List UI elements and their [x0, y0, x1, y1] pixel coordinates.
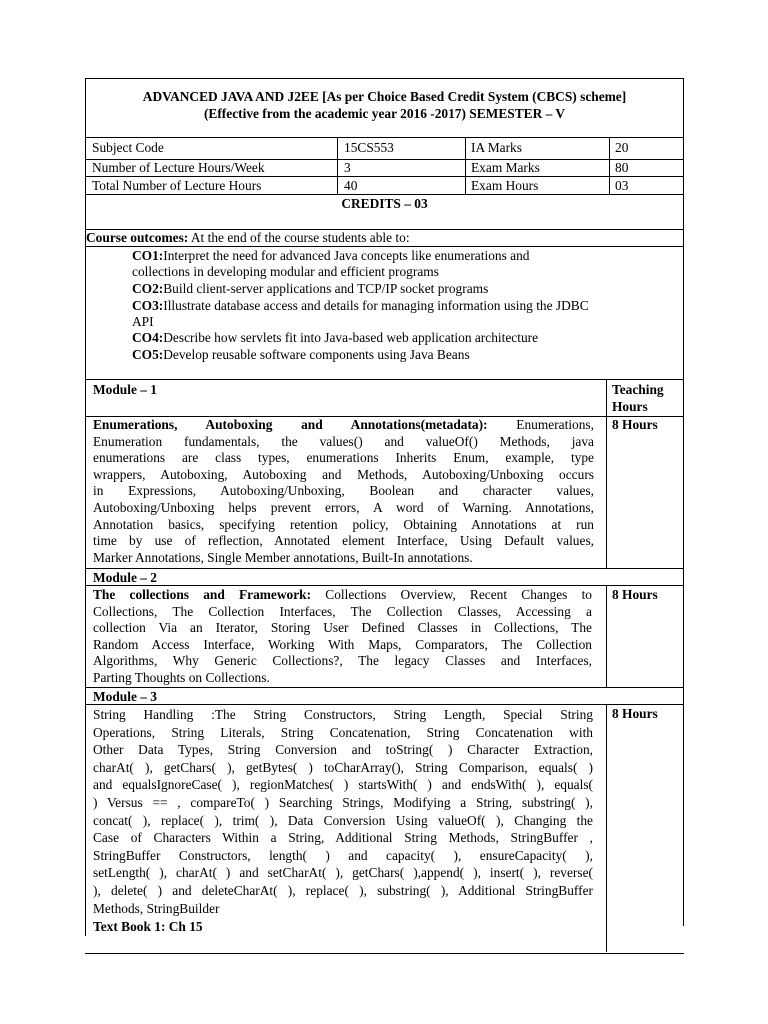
module-2-line: Algorithms, Why Generic Collections?, The legacy Classes and Interfaces,: [93, 653, 592, 669]
module-3-hours: 8 Hours: [612, 706, 658, 721]
exam-hours-label: Exam Hours: [471, 178, 539, 193]
module-1-line: Autoboxing/Unboxing helps prevent errors, A word of Warning. Annotations,: [93, 499, 594, 515]
co4-text: Describe how servlets fit into Java-based web application architecture: [163, 330, 539, 345]
exam-marks-label: Exam Marks: [471, 160, 540, 175]
module-1-line: time by use of reflection, Annotated element Interface, Using Default values,: [93, 533, 594, 549]
co5-text: Develop reusable software components using Java Beans: [163, 347, 470, 362]
co1: [132, 248, 529, 264]
co3-code: CO3:: [132, 298, 164, 313]
co2-code: CO2:: [132, 281, 164, 296]
credits: CREDITS – 03: [341, 196, 428, 211]
ia-marks-label: IA Marks: [471, 140, 522, 155]
module-3-line: and equalsIgnoreCase( ), regionMatches( ) startsWith( ) and endsWith( ), equals(: [93, 777, 593, 793]
module-2-line: Collections, The Collection Interfaces, The Collection Classes, Accessing a: [93, 603, 592, 619]
co1-cont: collections in developing modular and efficient programs: [132, 264, 439, 279]
document-subtitle: (Effective from the academic year 2016 -2017) SEMESTER – V: [203, 106, 566, 121]
co4-code: CO4:: [132, 330, 164, 345]
module-3-textbook: Text Book 1: Ch 15: [93, 919, 203, 934]
total-lecture-hours-label: Total Number of Lecture Hours: [92, 178, 262, 193]
module-1-line: Enumerations,: [487, 417, 594, 432]
co3: [132, 298, 589, 314]
module-3-line: ), delete( ) and deleteCharAt( ), replace( ), substring( ), Additional StringBuffer: [93, 882, 593, 898]
module-1-line: enumerations are class types, enumerations Inherits Enum, example, type: [93, 450, 594, 466]
total-lecture-hours-value: 40: [344, 178, 358, 193]
module-1-line: Enumeration fundamentals, the values() and valueOf() Methods, java: [93, 433, 594, 449]
module-3-line: Operations, String Literals, String Concatenation, String Concatenation with: [93, 724, 593, 740]
co3-text: Illustrate database access and details for managing information using the JDBC: [163, 298, 589, 313]
module-1-lead: Enumerations, Autoboxing and Annotations(metadata):: [93, 417, 488, 432]
module-2-line: Random Access Interface, Working With Maps, Comparators, The Collection: [93, 636, 592, 652]
module-3-line: ) Versus == , compareTo( ) Searching Strings, Modifying a String, substring( ),: [93, 794, 593, 810]
co3-cont: API: [132, 314, 154, 329]
co2-text: Build client-server applications and TCP/IP socket programs: [163, 281, 489, 296]
module-2-title: Module – 2: [93, 570, 157, 585]
co5: [132, 347, 470, 363]
module-2-hours: 8 Hours: [612, 587, 658, 602]
course-outcomes-intro: [86, 230, 410, 246]
module-3-line: String Handling :The String Constructors, String Length, Special String: [93, 707, 593, 722]
module-3-line: StringBuffer Constructors, length( ) and capacity( ), ensureCapacity( ),: [93, 847, 593, 863]
module-1-content: [93, 417, 594, 566]
teaching-hours-header: Teaching Hours: [612, 382, 664, 414]
module-3-line: Other Data Types, String Conversion and toString( ) Character Extraction,: [93, 742, 593, 758]
module-1-line: Annotation basics, specifying retention policy, Obtaining Annotations at run: [93, 516, 594, 532]
module-1-line: Marker Annotations, Single Member annotations, Built-In annotations.: [93, 549, 473, 565]
module-1-hours: 8 Hours: [612, 417, 658, 432]
document-title: ADVANCED JAVA AND J2EE [As per Choice Based Credit System (CBCS) scheme]: [142, 89, 627, 104]
co4: [132, 330, 538, 346]
co1-text: Interpret the need for advanced Java concepts like enumerations and: [163, 248, 530, 263]
module-2-line: collection Via an Iterator, Storing User Defined Classes in Collections, The: [93, 620, 592, 636]
lecture-hours-week-label: Number of Lecture Hours/Week: [92, 160, 265, 175]
module-1-title: Module – 1: [93, 382, 157, 397]
module-3-line: concat( ), replace( ), trim( ), Data Conversion Using valueOf( ), Changing the: [93, 812, 593, 828]
module-3-line: setLength( ), charAt( ) and setCharAt( ), getChars( ),append( ), insert( ), reverse(: [93, 865, 593, 881]
course-outcomes-intro-text: At the end of the course students able to:: [188, 230, 410, 245]
exam-marks-value: 80: [615, 160, 629, 175]
module-1-line: in Expressions, Autoboxing/Unboxing, Boolean and character values,: [93, 483, 594, 499]
module-2-content: [93, 587, 592, 687]
module-3-line: Case of Characters Within a String, Additional String Methods, StringBuffer ,: [93, 830, 593, 846]
subject-code-label: Subject Code: [92, 140, 164, 155]
co2: [132, 281, 488, 297]
co1-code: CO1:: [132, 248, 164, 263]
module-3-title: Module – 3: [93, 689, 157, 704]
ia-marks-value: 20: [615, 140, 629, 155]
module-2-lead: The collections and Framework:: [93, 587, 312, 602]
module-2-line: Parting Thoughts on Collections.: [93, 669, 270, 685]
subject-code-value: 15CS553: [344, 140, 394, 155]
course-outcomes-heading: Course outcomes:: [86, 230, 189, 245]
module-3-content: [93, 706, 593, 917]
module-2-line: Collections Overview, Recent Changes to: [311, 587, 592, 602]
lecture-hours-week-value: 3: [344, 160, 351, 175]
module-1-line: wrappers, Autoboxing, Autoboxing and Methods, Autoboxing/Unboxing occurs: [93, 466, 594, 482]
module-3-line: Methods, StringBuilder: [93, 900, 220, 916]
exam-hours-value: 03: [615, 178, 629, 193]
module-3-line: charAt( ), getChars( ), getBytes( ) toCharArray(), String Comparison, equals( ): [93, 759, 593, 775]
co5-code: CO5:: [132, 347, 164, 362]
